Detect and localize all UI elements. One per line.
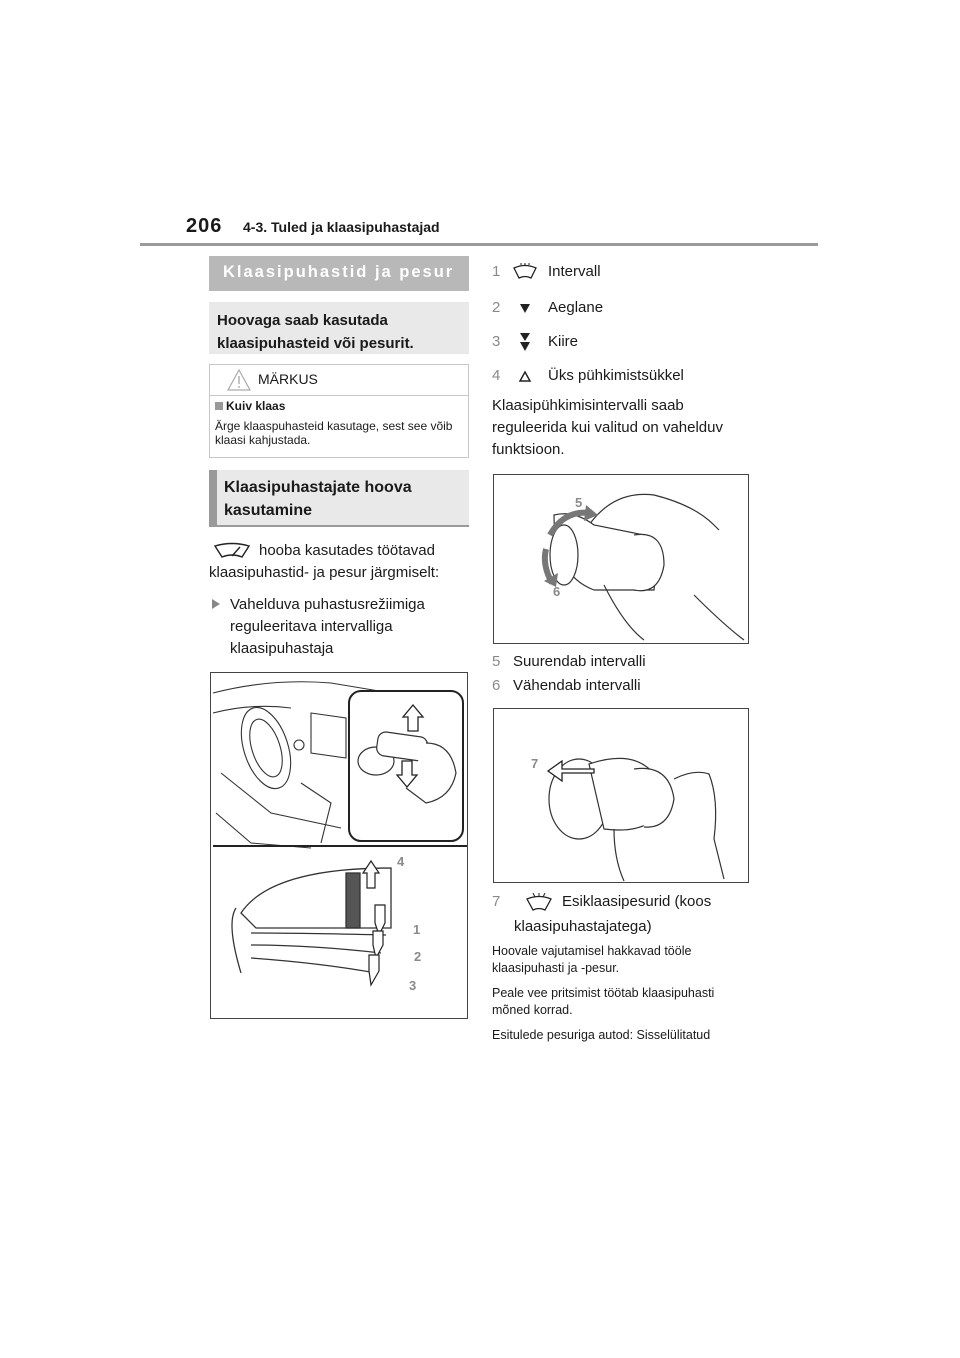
washer-label-2: klaasipuhastajatega) (514, 918, 652, 935)
figure-wiper-lever-art (211, 673, 467, 1018)
interval-note: Klaasipühkimisintervalli saab reguleerida kui valitud on vahelduv funktsioon. (492, 397, 723, 458)
bullet-text: Vahelduva puhastusrežiimiga reguleeritava intervalliga klaasipuhastaja (230, 596, 425, 657)
single-wipe-icon (512, 369, 538, 387)
intermittent-wiper-icon (512, 263, 538, 281)
figure-washer-art (494, 709, 748, 882)
adjust-label: Suurendab intervalli (513, 653, 646, 670)
callout-3: 3 (409, 978, 417, 993)
header-rule (140, 243, 818, 246)
note-3: Esitulede pesuriga autod: Sisselülitatud (492, 1028, 711, 1042)
notice-header (210, 365, 468, 396)
lead-text: Hoovaga saab kasutada klaasipuhasteid või pesurit. (217, 312, 414, 352)
callout-6: 6 (553, 584, 561, 599)
low-speed-icon (512, 301, 538, 319)
callout-5: 5 (575, 495, 583, 510)
notice-body: Ärge klaaspuhasteid kasutage, sest see võib klaasi kahjustada. (215, 419, 453, 447)
figure-wiper-lever (210, 672, 468, 1019)
callout-4: 4 (397, 854, 405, 869)
mode-num: 3 (492, 333, 501, 350)
mode-label: Intervall (548, 263, 601, 280)
callout-2: 2 (414, 949, 422, 964)
lead-box (209, 302, 469, 354)
section-band-title: Klaasipuhastid ja pesur (223, 263, 455, 281)
intro-text: hooba kasutades töötavad klaasipuhastid- ja pesur järgmiselt: (209, 542, 440, 581)
section-band (209, 256, 469, 291)
figure-interval-dial (493, 474, 749, 644)
notice-box (209, 364, 469, 458)
note-2: Peale vee pritsimist töötab klaasipuhasti mõned korrad. (492, 986, 715, 1017)
mode-num: 4 (492, 367, 501, 384)
callout-1: 1 (413, 922, 421, 937)
figure-interval-dial-art (494, 475, 748, 643)
mode-num: 2 (492, 299, 501, 316)
figure-washer (493, 708, 749, 883)
high-speed-icon (512, 332, 538, 354)
mode-label: Kiire (548, 333, 579, 350)
intro-paragraph (209, 540, 471, 584)
washer-item (492, 893, 762, 941)
mode-label: Aeglane (548, 299, 604, 316)
washer-icon (524, 893, 554, 913)
notice-subtitle-text: Kuiv klaas (226, 399, 286, 413)
subsection-band (209, 470, 469, 527)
adjust-num: 6 (492, 677, 501, 694)
notice-label: MÄRKUS (258, 371, 318, 387)
page-number: 206 (186, 215, 223, 237)
note-1: Hoovale vajutamisel hakkavad tööle klaasipuhasti ja -pesur. (492, 944, 692, 975)
adjust-label: Vähendab intervalli (513, 677, 641, 694)
adjust-num: 5 (492, 653, 501, 670)
wiper-icon (212, 542, 252, 560)
square-bullet-icon (215, 402, 223, 410)
mode-label: Üks pühkimistsükkel (548, 367, 684, 384)
subsection-title: Klaasipuhastajate hoova kasutamine (224, 479, 412, 519)
washer-num: 7 (492, 893, 501, 910)
notice-subtitle (215, 399, 285, 413)
washer-label-1: Esiklaasipesurid (koos (562, 893, 712, 910)
section-title: 4-3. Tuled ja klaasipuhastajad (243, 219, 440, 235)
warning-icon (226, 368, 252, 392)
callout-7: 7 (531, 756, 539, 771)
triangle-bullet-icon (212, 599, 220, 609)
mode-num: 1 (492, 263, 501, 280)
